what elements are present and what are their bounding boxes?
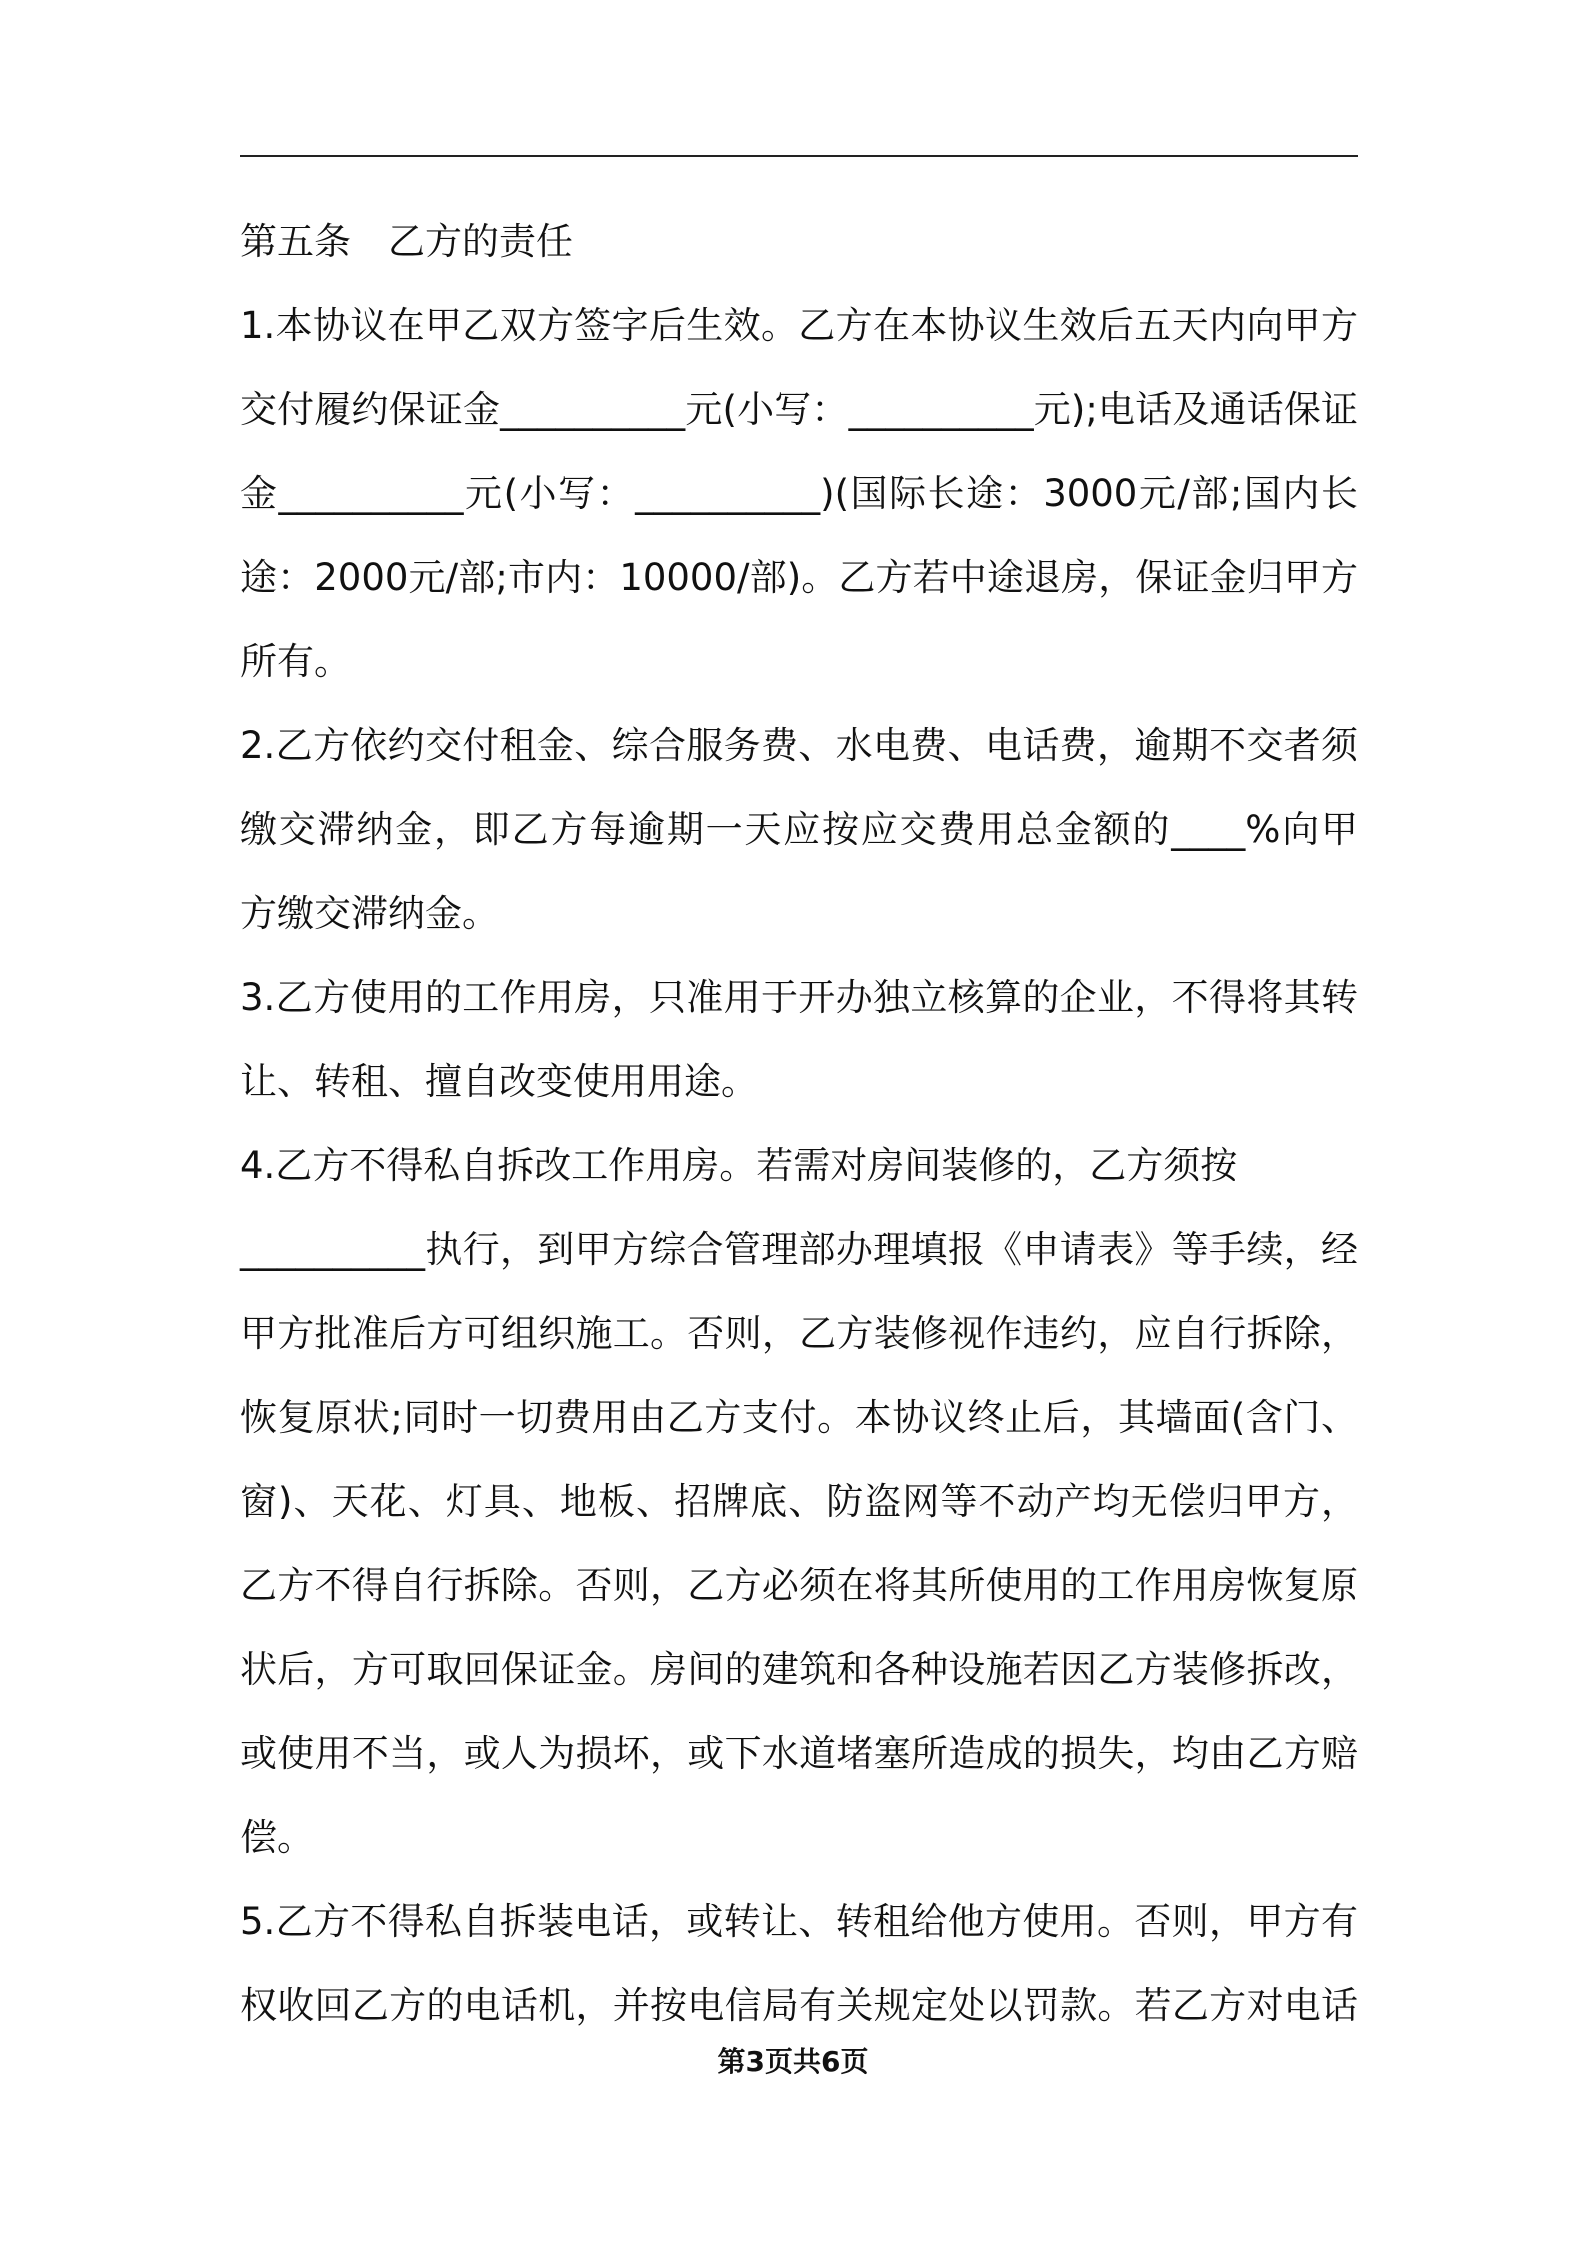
body-line: 让、转租、擅自改变使用用途。: [240, 1060, 758, 1103]
body-line: 途：2000元/部;市内：10000/部)。乙方若中途退房，保证金归甲方: [240, 556, 1358, 599]
body-line: 交付履约保证金__________元(小写：__________元);电话及通话保证: [240, 388, 1358, 431]
body-line: 或使用不当，或人为损坏，或下水道堵塞所造成的损失，均由乙方赔: [240, 1732, 1358, 1775]
body-line: 5.乙方不得私自拆装电话，或转让、转租给他方使用。否则，甲方有: [240, 1900, 1358, 1943]
document-body: [240, 200, 1358, 2048]
body-line: 缴交滞纳金，即乙方每逾期一天应按应交费用总金额的____%向甲: [240, 808, 1358, 851]
body-line: 1.本协议在甲乙双方签字后生效。乙方在本协议生效后五天内向甲方: [240, 304, 1358, 347]
body-line: 权收回乙方的电话机，并按电信局有关规定处以罚款。若乙方对电话: [240, 1984, 1358, 2027]
body-line: 乙方不得自行拆除。否则，乙方必须在将其所使用的工作用房恢复原: [240, 1564, 1358, 1607]
body-line: __________执行，到甲方综合管理部办理填报《申请表》等手续，经: [240, 1228, 1358, 1271]
body-line: 金__________元(小写：__________)(国际长途：3000元/部;国内长: [240, 472, 1358, 515]
article-heading: 第五条 乙方的责任: [240, 220, 573, 263]
body-line: 恢复原状;同时一切费用由乙方支付。本协议终止后，其墙面(含门、: [240, 1396, 1358, 1439]
body-line: 窗)、天花、灯具、地板、招牌底、防盗网等不动产均无偿归甲方，: [240, 1480, 1358, 1523]
body-line: 3.乙方使用的工作用房，只准用于开办独立核算的企业，不得将其转: [240, 976, 1358, 1019]
body-line: 状后，方可取回保证金。房间的建筑和各种设施若因乙方装修拆改，: [240, 1648, 1358, 1691]
body-line: 所有。: [240, 640, 351, 683]
body-line: 甲方批准后方可组织施工。否则，乙方装修视作违约，应自行拆除，: [240, 1312, 1358, 1355]
body-line: 方缴交滞纳金。: [240, 892, 499, 935]
page-number: 第3页共6页: [717, 2045, 869, 2078]
header-rule: [240, 155, 1358, 157]
body-line: 偿。: [240, 1816, 314, 1859]
body-line: 4.乙方不得私自拆改工作用房。若需对房间装修的，乙方须按: [240, 1144, 1238, 1187]
body-line: 2.乙方依约交付租金、综合服务费、水电费、电话费，逾期不交者须: [240, 724, 1358, 767]
